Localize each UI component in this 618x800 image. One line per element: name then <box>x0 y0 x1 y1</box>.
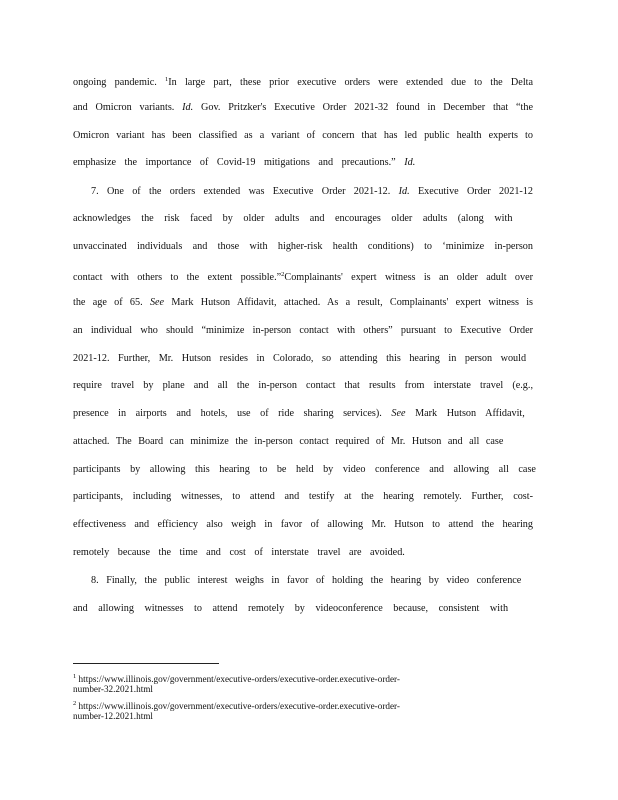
body-line: effectiveness and efficiency also weigh in favor of allowing Mr. Hutson to attend the hearing <box>73 519 533 530</box>
paragraph-8-start: 8. Finally, the public interest weighs in favor of holding the hearing by video conference <box>91 575 522 586</box>
body-line: presence in airports and hotels, use of ride sharing services). See Mark Hutson Affidavit, <box>73 408 525 419</box>
body-line: and allowing witnesses to attend remotely by videoconference because, consistent with <box>73 603 509 614</box>
body-line: unvaccinated individuals and those with higher-risk health conditions) to ‘minimize in-person <box>73 241 533 252</box>
footnote-2-cont: number-12.2021.html <box>73 711 153 721</box>
footnote-ref: 1 <box>165 76 169 83</box>
footnote-1-cont: number-32.2021.html <box>73 684 153 694</box>
body-line: attached. The Board can minimize the in-person contact required of Mr. Hutson and all case <box>73 436 504 447</box>
body-line: participants by allowing this hearing to be held by video conference and allowing all case <box>73 464 536 475</box>
body-line: 2021-12. Further, Mr. Hutson resides in Colorado, so attending this hearing in person would <box>73 353 527 364</box>
body-line: the age of 65. See Mark Hutson Affidavit, attached. As a result, Complainants' expert witness is <box>73 297 533 308</box>
footnote-2-url[interactable]: https://www.illinois.gov/government/executive-orders/executive-order.executive-order- <box>78 701 400 711</box>
body-line: emphasize the importance of Covid-19 mitigations and precautions.” Id. <box>73 157 416 168</box>
footnote-1: $^1$ https://www.illinois.gov/government/executive-orders/executive-order.executive-order- <box>73 673 400 684</box>
body-line: contact with others to the extent possible.”$^2$Complainants' expert witness is an older adult over <box>73 271 533 283</box>
paragraph-7-start: 7. One of the orders extended was Executive Order 2021-12. Id. Executive Order 2021-12 <box>91 186 533 197</box>
body-line: participants, including witnesses, to attend and testify at the hearing remotely. Further, cost- <box>73 491 533 502</box>
footnote-separator <box>73 663 219 664</box>
body-line: remotely because the time and cost of interstate travel are avoided. <box>73 547 405 558</box>
footnote-2: $^2$ https://www.illinois.gov/government/executive-orders/executive-order.executive-order- <box>73 700 400 711</box>
body-line: Omicron variant has been classified as a variant of concern that has led public health experts to <box>73 130 533 141</box>
body-line: ongoing pandemic. $^1$In large part, these prior executive orders were extended due to the Delta <box>73 76 533 88</box>
body-line: and Omicron variants. Id. Gov. Pritzker's Executive Order 2021-32 found in December that “the <box>73 102 534 113</box>
body-line: an individual who should “minimize in-person contact with others” pursuant to Executive Order <box>73 325 533 336</box>
body-line: acknowledges the risk faced by older adults and encourages older adults (along with <box>73 213 513 224</box>
footnote-1-url[interactable]: https://www.illinois.gov/government/executive-orders/executive-order.executive-order- <box>78 674 400 684</box>
body-line: require travel by plane and all the in-person contact that results from interstate travel (e.g., <box>73 380 533 391</box>
footnote-ref: 2 <box>281 271 285 278</box>
